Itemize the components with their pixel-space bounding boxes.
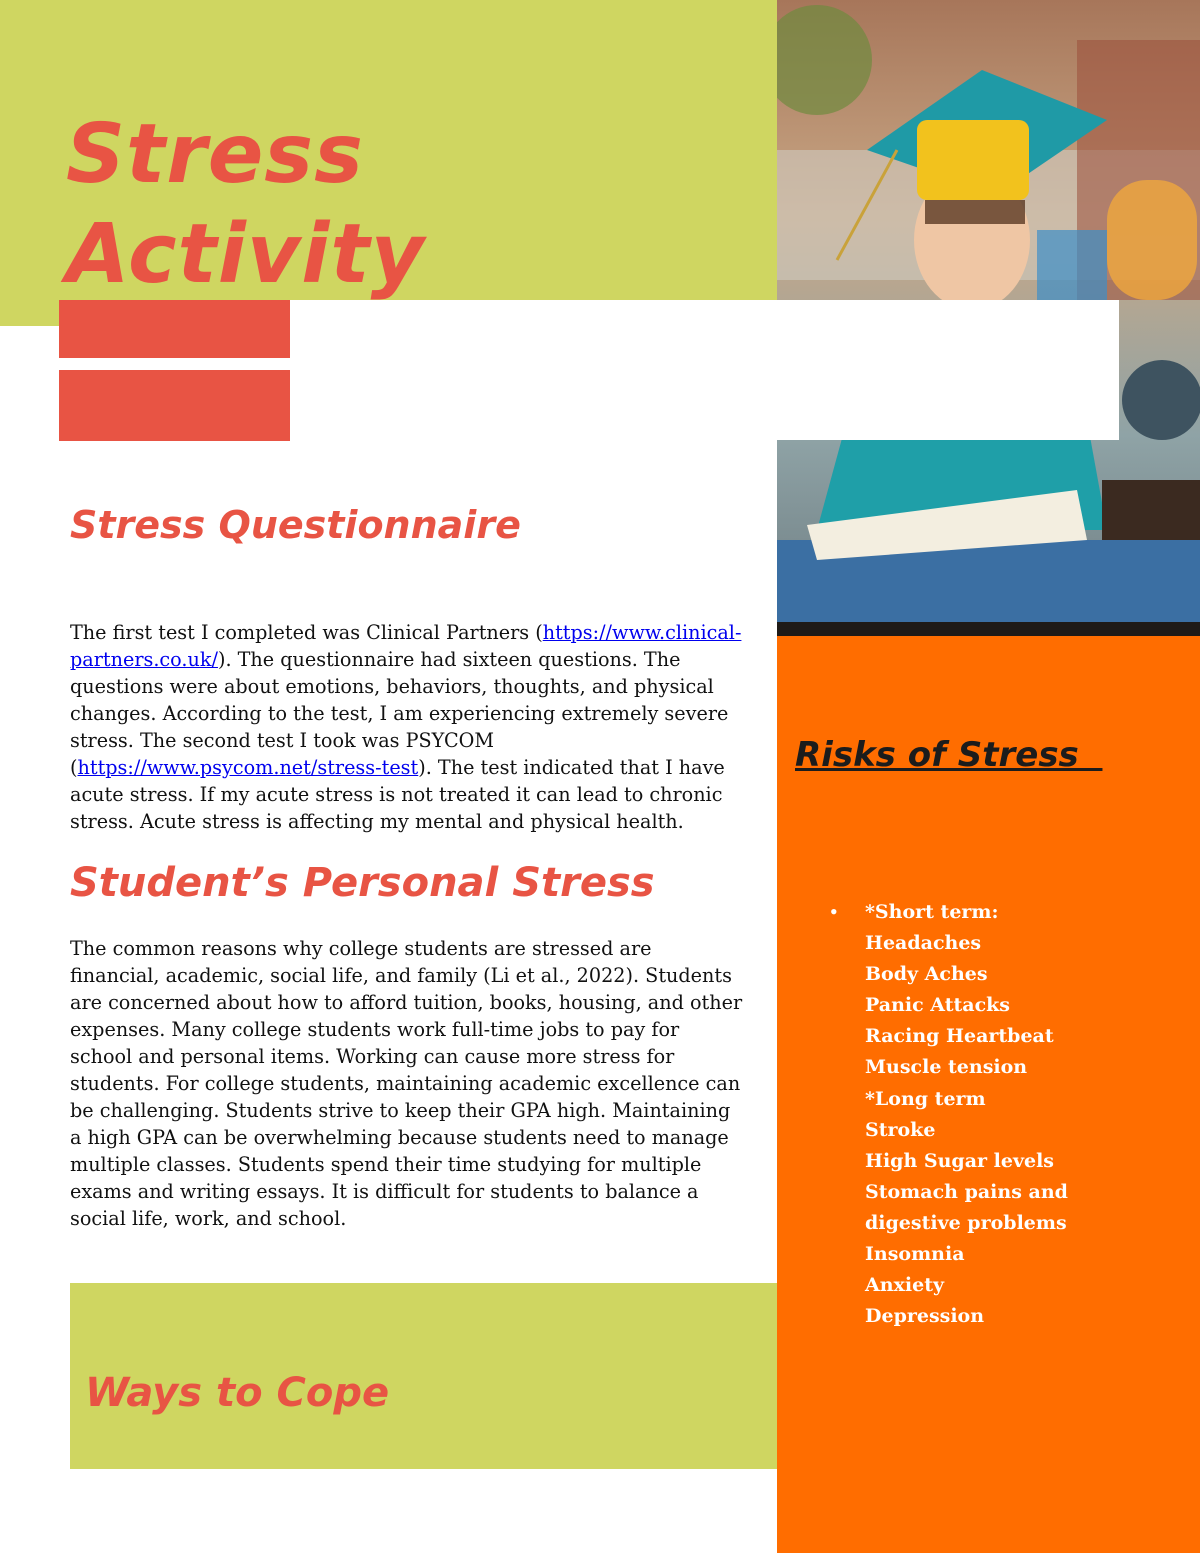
title-line-1: Stress — [66, 107, 364, 202]
list-item: digestive problems — [865, 1211, 1067, 1234]
list-item: Racing Heartbeat — [865, 1025, 1054, 1048]
accent-bar-top — [59, 300, 290, 358]
list-item: Body Aches — [865, 963, 988, 986]
list-item: Stomach pains and — [865, 1180, 1068, 1203]
personal-stress-paragraph: The common reasons why college students are stressed are financial, academic, social life, and family (Li et al., 2022). Students are concerned about how to afford tuition, books, housing, and other expenses. Many college students work full-time jobs to pay for school and personal items. Working can cause more stress for students. For college students, maintaining academic excellence can be challenging. Students strive to keep their GPA high. Maintaining a high GPA can be overwhelming because students need to manage multiple classes. Students spend their time studying for multiple exams and writing essays. It is difficult for students to balance a social life, work, and school. — [70, 937, 743, 1230]
bullet-icon: • — [829, 903, 839, 921]
white-strip — [290, 300, 1119, 440]
cope-heading: Ways to Cope — [85, 1370, 390, 1416]
list-item: Headaches — [865, 932, 982, 955]
psycom-link[interactable]: https://www.psycom.net/stress-test — [77, 756, 419, 779]
list-item: Anxiety — [865, 1274, 945, 1297]
list-item: Muscle tension — [865, 1056, 1028, 1079]
clinical-partners-link[interactable]: https://www.clinical- partners.co.uk/ — [70, 621, 742, 671]
list-item: *Long term — [865, 1087, 986, 1110]
photo-bottom-edge — [777, 622, 1200, 636]
accent-bar-bottom — [59, 370, 290, 441]
list-item: Insomnia — [865, 1243, 965, 1266]
risks-heading: Risks of Stress — [795, 735, 1103, 775]
risks-list — [829, 897, 1068, 1332]
questionnaire-heading: Stress Questionnaire — [70, 503, 521, 547]
page-title — [66, 105, 425, 305]
list-item: Panic Attacks — [865, 994, 1011, 1017]
list-item: • *Short term: — [829, 897, 1068, 928]
list-item: Stroke — [865, 1118, 936, 1141]
questionnaire-paragraph: The first test I completed was Clinical Partners (https://www.clinical- partners.co.uk/). The questionnaire had sixteen questions. The questions were about emotions, behaviors, thoughts, and physical changes. According to the test, I am experiencing extremely severe stress. The second test I took was PSYCOM (https://www.psycom.net/stress-test). The test indicated that I have acute stress. If my acute stress is not treated it can lead to chronic stress. Acute stress is affecting my mental and physical health. — [70, 621, 742, 833]
list-item: High Sugar levels — [865, 1149, 1054, 1172]
personal-stress-heading: Student’s Personal Stress — [70, 860, 655, 906]
title-line-2: Activity — [66, 207, 426, 302]
list-item: Depression — [865, 1305, 985, 1328]
